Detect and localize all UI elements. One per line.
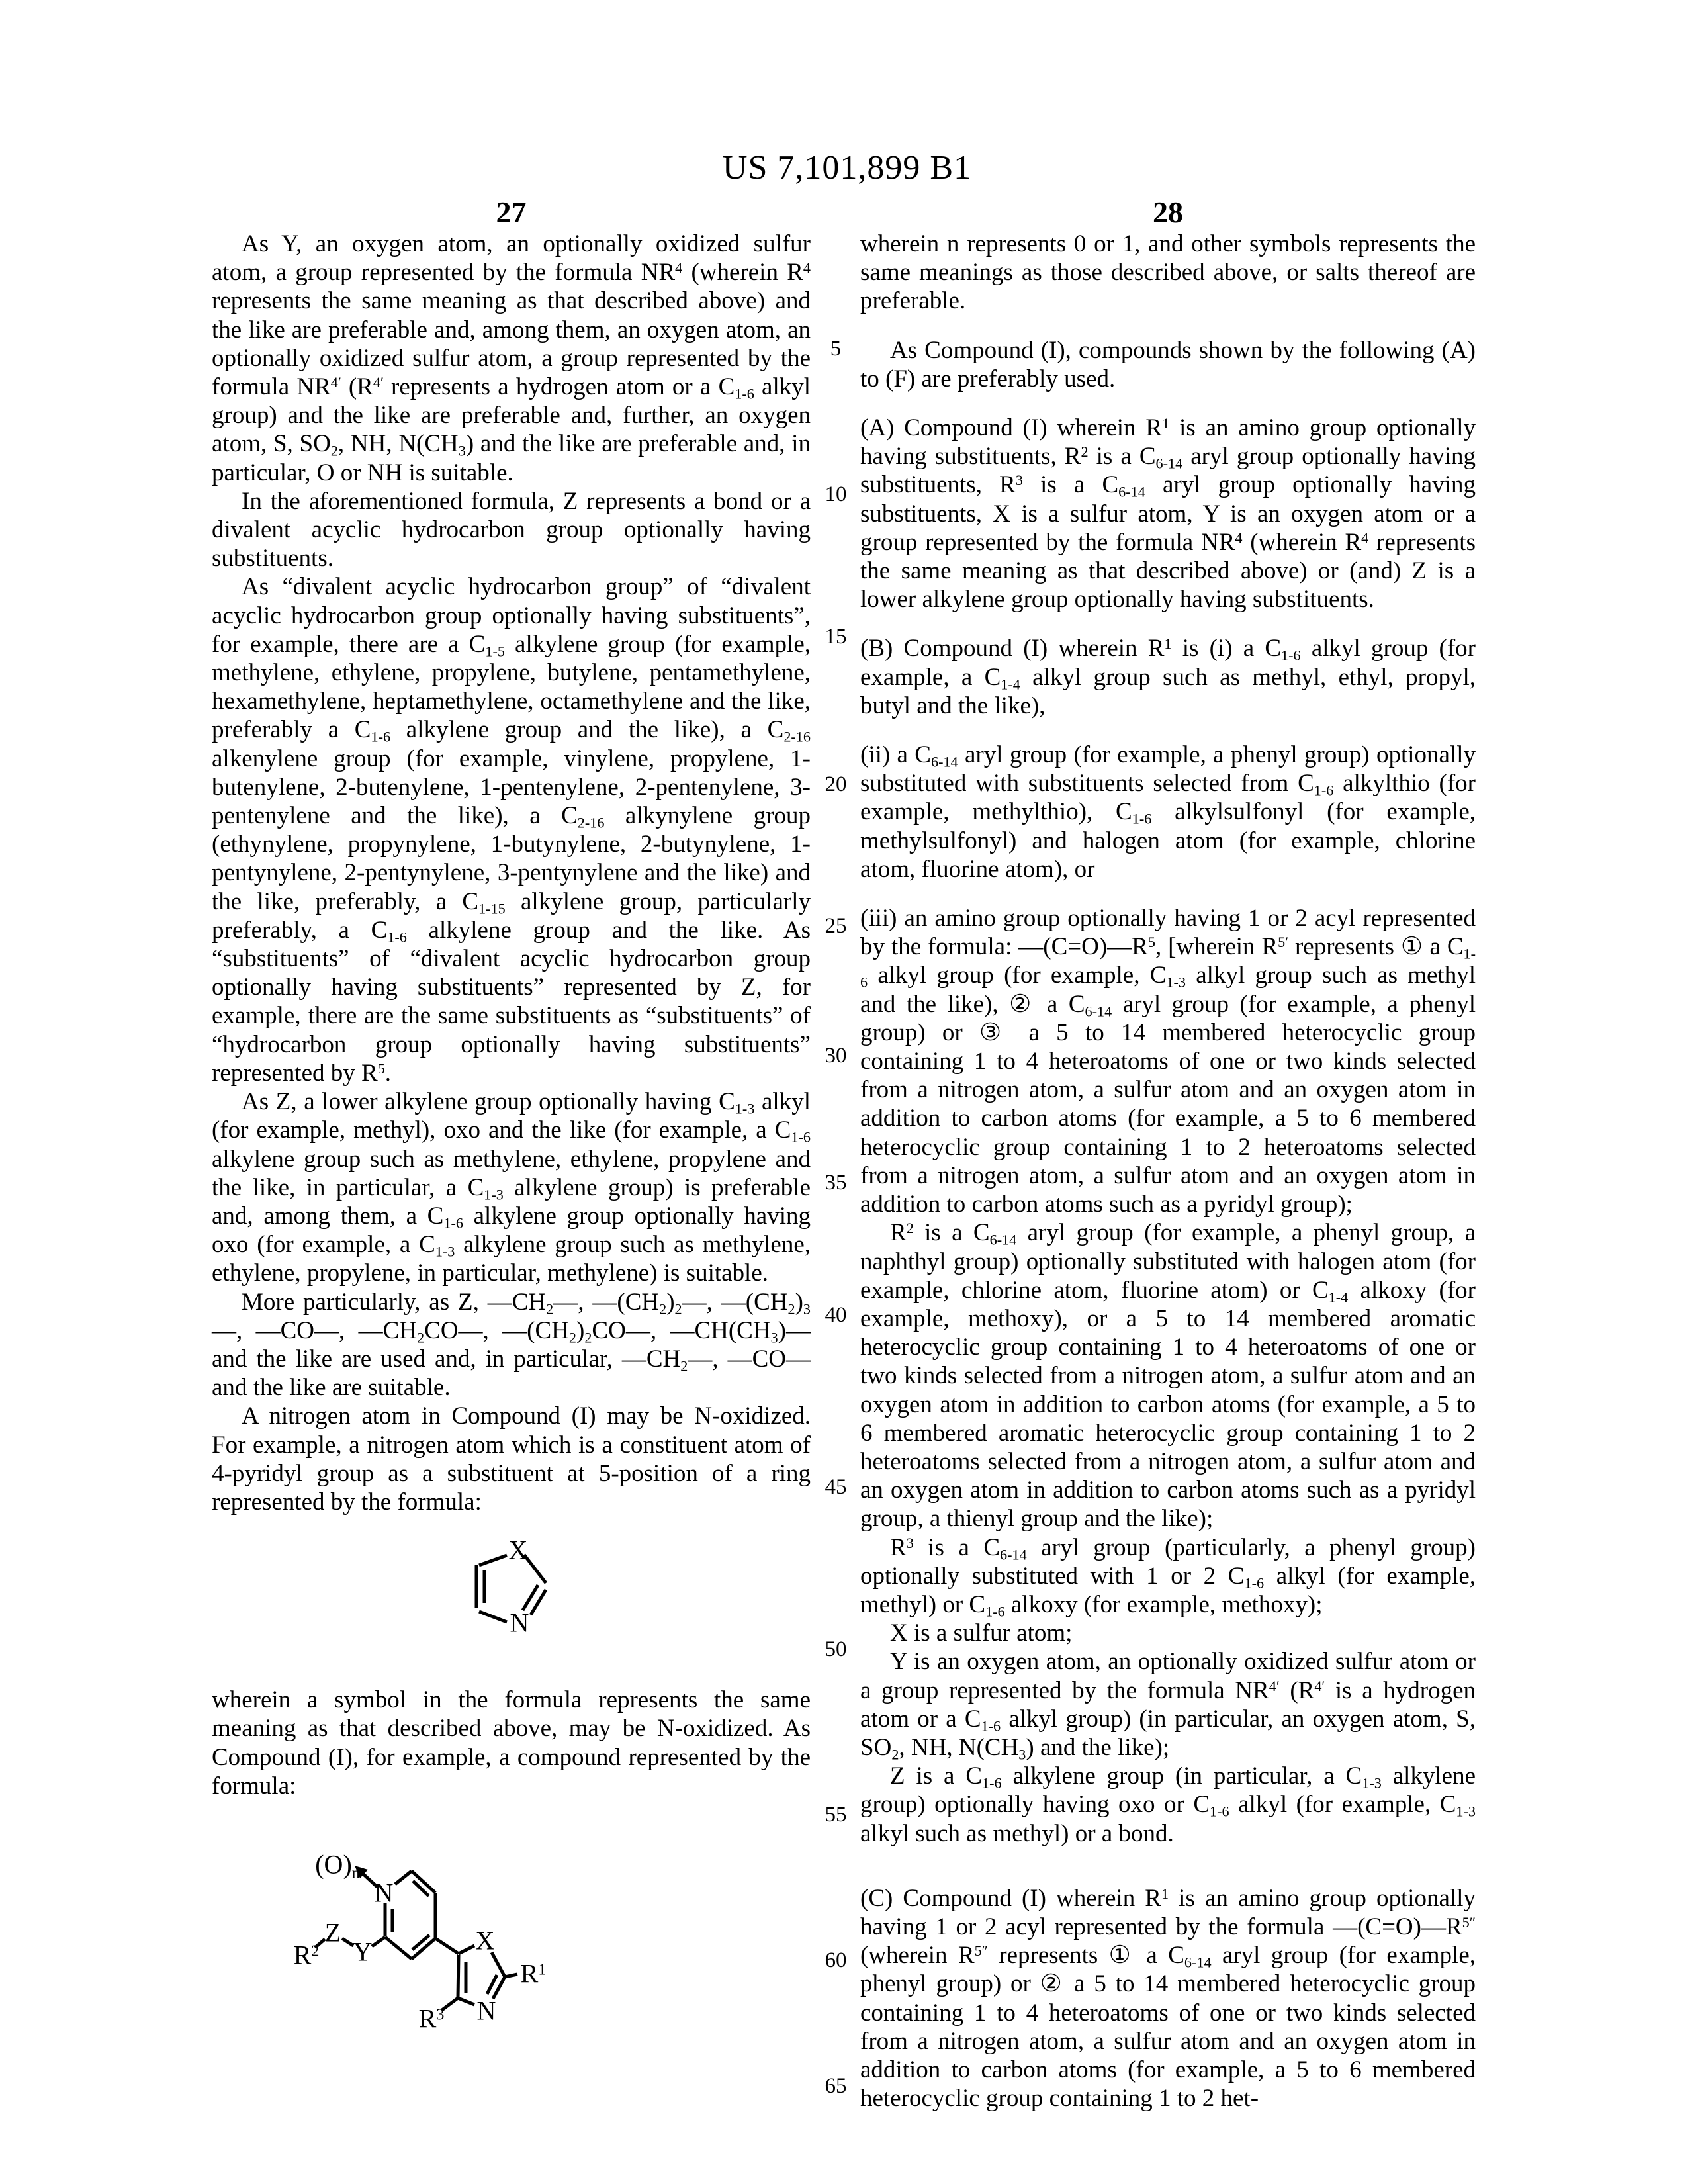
- paragraph-compounds-a-f: As Compound (I), compounds shown by the following (A) to (F) are preferably used.: [860, 336, 1476, 392]
- bond-line: [479, 1555, 507, 1565]
- paragraph-z-lower-alkylene: As Z, a lower alkylene group optionally having $C_{1-3}$ alkyl (for example, methyl), oxo and the like (for example, a $C_{1-6}$ alkylene group such as methylene, ethylene, propylene and the like, in particular, a $C_{1-3}$ alkylene group) is preferable and, among them, a $C_{1-6}$ alkylene group optionally having oxo (for example, a $C_{1-3}$ alkylene group such as methylene, ethylene, propylene, in particular, methylene) is suitable.: [212, 1088, 811, 1287]
- line-number: 15: [825, 625, 847, 649]
- paragraph-compound-b-iii: (iii) an amino group optionally having 1 or 2 acyl represented by the formula: $—(C=O)—R^5$, [wherein $R^{5'}$ represents ① a $C_{1-6}$ alkyl group (for example, $C_{1-3}$ alkyl group such as methyl and the like), ② a $C_{6-14}$ aryl group (for example, a phenyl group) or ③ a 5 to 14 membered heterocyclic group containing 1 to 4 heteroatoms of one or two kinds selected from a nitrogen atom, a sulfur atom and an oxygen atom in addition to carbon atoms (for example, a 5 to 6 membered heterocyclic group containing 1 to 2 heteroatoms selected from a nitrogen atom, a sulfur atom and an oxygen atom in addition to carbon atoms such as a pyridyl group);: [860, 905, 1476, 1218]
- paragraph-compound-a: (A) Compound (I) wherein $R^1$ is an amino group optionally having substituents, $R^2$ is a $C_{6-14}$ aryl group optionally having substituents, $R^3$ is a $C_{6-14}$ aryl group optionally having substituents, X is a sulfur atom, Y is an oxygen atom or a group represented by the formula $NR^4$ (wherein $R^4$ represents the same meaning as that described above) or (and) Z is a lower alkylene group optionally having substituents.: [860, 414, 1476, 614]
- paragraph-y-definition: Y is an oxygen atom, an optionally oxidized sulfur atom or a group represented by the formula $NR^{4'}$ ($R^{4'}$ is a hydrogen atom or a $C_{1-6}$ alkyl group) (in particular, an oxygen atom, S, $SO_2$, NH, $N(CH_3)$ and the like);: [860, 1648, 1476, 1763]
- atom-label-x: X: [475, 1925, 495, 1956]
- bond-line: [459, 1946, 474, 1954]
- paragraph-compound-b-i: (B) Compound (I) wherein $R^1$ is (i) a $C_{1-6}$ alkyl group (for example, a $C_{1-4}$ alkyl group such as methyl, ethyl, propyl, butyl and the like),: [860, 635, 1476, 719]
- bond-line: [342, 1938, 353, 1946]
- paragraph-compound-b-ii: (ii) a $C_{6-14}$ aryl group (for example, a phenyl group) optionally substituted with substituents selected from $C_{1-6}$ alkylthio (for example, methylthio), $C_{1-6}$ alkylsulfonyl (for example, methylsulfonyl) and halogen atom (for example, chlorine atom, fluorine atom), or: [860, 741, 1476, 883]
- substituent-label-r2: $R^2$: [293, 1940, 320, 1970]
- patent-number-header: US 7,101,899 B1: [722, 149, 972, 187]
- substituent-label-r3: $R^3$: [418, 2003, 445, 2034]
- line-number: 55: [825, 1803, 847, 1827]
- atom-label-y: Y: [353, 1936, 373, 1967]
- atom-label-n: N: [476, 1995, 496, 2026]
- line-number: 10: [825, 482, 847, 506]
- ring-structure-figure: [410, 1525, 596, 1658]
- line-number: 45: [825, 1475, 847, 1499]
- compound-structure-figure: [285, 1835, 602, 2060]
- column-28-text: [860, 230, 1476, 2113]
- column-number-28: 28: [1153, 195, 1183, 229]
- bond-line: [435, 1938, 459, 1954]
- bond-line: [505, 1974, 517, 1977]
- column-number-27: 27: [496, 195, 527, 229]
- line-number: 65: [825, 2074, 847, 2098]
- paragraph-z-particular: More particularly, as Z, $—CH_2—$, $—(CH_2)_2—$, $—(CH_2)_3—$, —CO—, $—CH_2CO—$, $—(CH_2)_2CO—$, $—CH(CH_3)—$ and the like are used and, in particular, $—CH_2—$, —CO— and the like are suitable.: [212, 1288, 811, 1402]
- paragraph-z-definition: Z is a $C_{1-6}$ alkylene group (in particular, a $C_{1-3}$ alkylene group) optionally having oxo or $C_{1-6}$ alkyl (for example, $C_{1-3}$ alkyl such as methyl) or a bond.: [860, 1762, 1476, 1847]
- paragraph-compound-c: (C) Compound (I) wherein $R^1$ is an amino group optionally having 1 or 2 acyl represented by the formula $—(C=O)—R^{5''}$ (wherein $R^{5''}$ represents ① a $C_{6-14}$ aryl group (for example, phenyl group) or ② a 5 to 14 membered heterocyclic group containing 1 to 4 heteroatoms of one or two kinds selected from a nitrogen atom, a sulfur atom and an oxygen atom in addition to carbon atoms (for example, a 5 to 6 membered heterocyclic group containing 1 to 2 het-: [860, 1884, 1476, 2113]
- paragraph-r3-definition: $R^3$ is a $C_{6-14}$ aryl group (particularly, a phenyl group) optionally substituted with 1 or 2 $C_{1-6}$ alkyl (for example, methyl) or $C_{1-6}$ alkoxy (for example, methoxy);: [860, 1533, 1476, 1620]
- line-number: 40: [825, 1303, 847, 1327]
- atom-label-z: Z: [324, 1917, 341, 1948]
- bond-line: [442, 1998, 458, 2010]
- line-number: 5: [830, 337, 842, 361]
- column-27-text: [212, 230, 811, 2060]
- line-number: 20: [825, 772, 847, 796]
- double-bond-line: [458, 1955, 459, 1998]
- paragraph-z-definition: In the aforementioned formula, Z represents a bond or a divalent acyclic hydrocarbon group optionally having substituents.: [212, 487, 811, 572]
- bond-line: [385, 1937, 412, 1959]
- bond-line: [492, 1952, 505, 1977]
- bond-line: [395, 1871, 412, 1884]
- paragraph-n-oxidized: A nitrogen atom in Compound (I) may be N-oxidized. For example, a nitrogen atom which is a constituent atom of 4-pyridyl group as a substituent at 5-position of a ring represented by the formula:: [212, 1402, 811, 1516]
- paragraph-r2-definition: $R^2$ is a $C_{6-14}$ aryl group (for example, a phenyl group, a naphthyl group) optionally substituted with halogen atom (for example, chlorine atom, fluorine atom) or $C_{1-4}$ alkoxy (for example, methoxy), or a 5 to 14 membered aromatic heterocyclic group containing 1 to 4 heteroatoms of one or two kinds selected from a nitrogen atom, a sulfur atom and an oxygen atom in addition to carbon atoms (for example, a 5 to 6 membered aromatic heterocyclic group containing 1 to 2 heteroatoms selected from a nitrogen atom, a sulfur atom and an oxygen atom in addition to carbon atoms such as a pyridyl group, a thienyl group and the like);: [860, 1219, 1476, 1533]
- paragraph-wherein-n: wherein n represents 0 or 1, and other symbols represents the same meanings as those described above, or salts thereof are preferable.: [860, 230, 1476, 315]
- paragraph-wherein-symbol: wherein a symbol in the formula represents the same meaning as that described above, may be N-oxidized. As Compound (I), for example, a compound represented by the formula:: [212, 1686, 811, 1799]
- line-number: 35: [825, 1171, 847, 1195]
- atom-label-n: N: [374, 1878, 394, 1908]
- paragraph-y-definition: As Y, an oxygen atom, an optionally oxidized sulfur atom, a group represented by the formula $NR^4$ (wherein $R^4$ represents the same meaning as that described above) and the like are preferable and, among them, an oxygen atom, an optionally oxidized sulfur atom, a group represented by the formula $NR^{4'}$ ($R^{4'}$ represents a hydrogen atom or a $C_{1-6}$ alkyl group) and the like are preferable and, further, an oxygen atom, S, $SO_2$, NH, $N(CH_3)$ and the like are preferable and, in particular, O or NH is suitable.: [212, 230, 811, 486]
- line-number: 50: [825, 1637, 847, 1661]
- paragraph-x-definition: X is a sulfur atom;: [890, 1619, 1073, 1647]
- line-number: 60: [825, 1948, 847, 1972]
- line-number: 30: [825, 1044, 847, 1068]
- atom-label-n: N: [510, 1608, 529, 1638]
- substituent-label-r1: $R^1$: [520, 1958, 547, 1989]
- oxide-label: $(O)_n$: [315, 1849, 360, 1882]
- ring-bond-diagram: [410, 1525, 596, 1658]
- bond-line: [479, 1612, 507, 1622]
- line-number: 25: [825, 914, 847, 938]
- atom-label-x: X: [508, 1535, 528, 1565]
- bond-line: [458, 1998, 474, 2005]
- bond-line: [372, 1937, 385, 1946]
- paragraph-divalent-group: As “divalent acyclic hydrocarbon group” of “divalent acyclic hydrocarbon group optionally having substituents”, for example, there are a $C_{1-5}$ alkylene group (for example, methylene, ethylene, propylene, butylene, pentamethylene, hexamethylene, heptamethylene, octamethylene and the like, preferably a $C_{1-6}$ alkylene group and the like), a $C_{2-16}$ alkenylene group (for example, vinylene, propylene, 1-butenylene, 2-butenylene, 1-pentenylene, 2-pentenylene, 3-pentenylene and the like), a $C_{2-16}$ alkynylene group (ethynylene, propynylene, 1-butynylene, 2-butynylene, 1-pentynylene, 2-pentynylene, 3-pentynylene and the like) and the like, preferably, a $C_{1-15}$ alkylene group, particularly preferably, a $C_{1-6}$ alkylene group and the like. As “substituents” of “divalent acyclic hydrocarbon group optionally having substituents” represented by Z, for example, there are the same substituents as “substituents” of “hydrocarbon group optionally having substituents” represented by $R^5$.: [212, 573, 811, 1087]
